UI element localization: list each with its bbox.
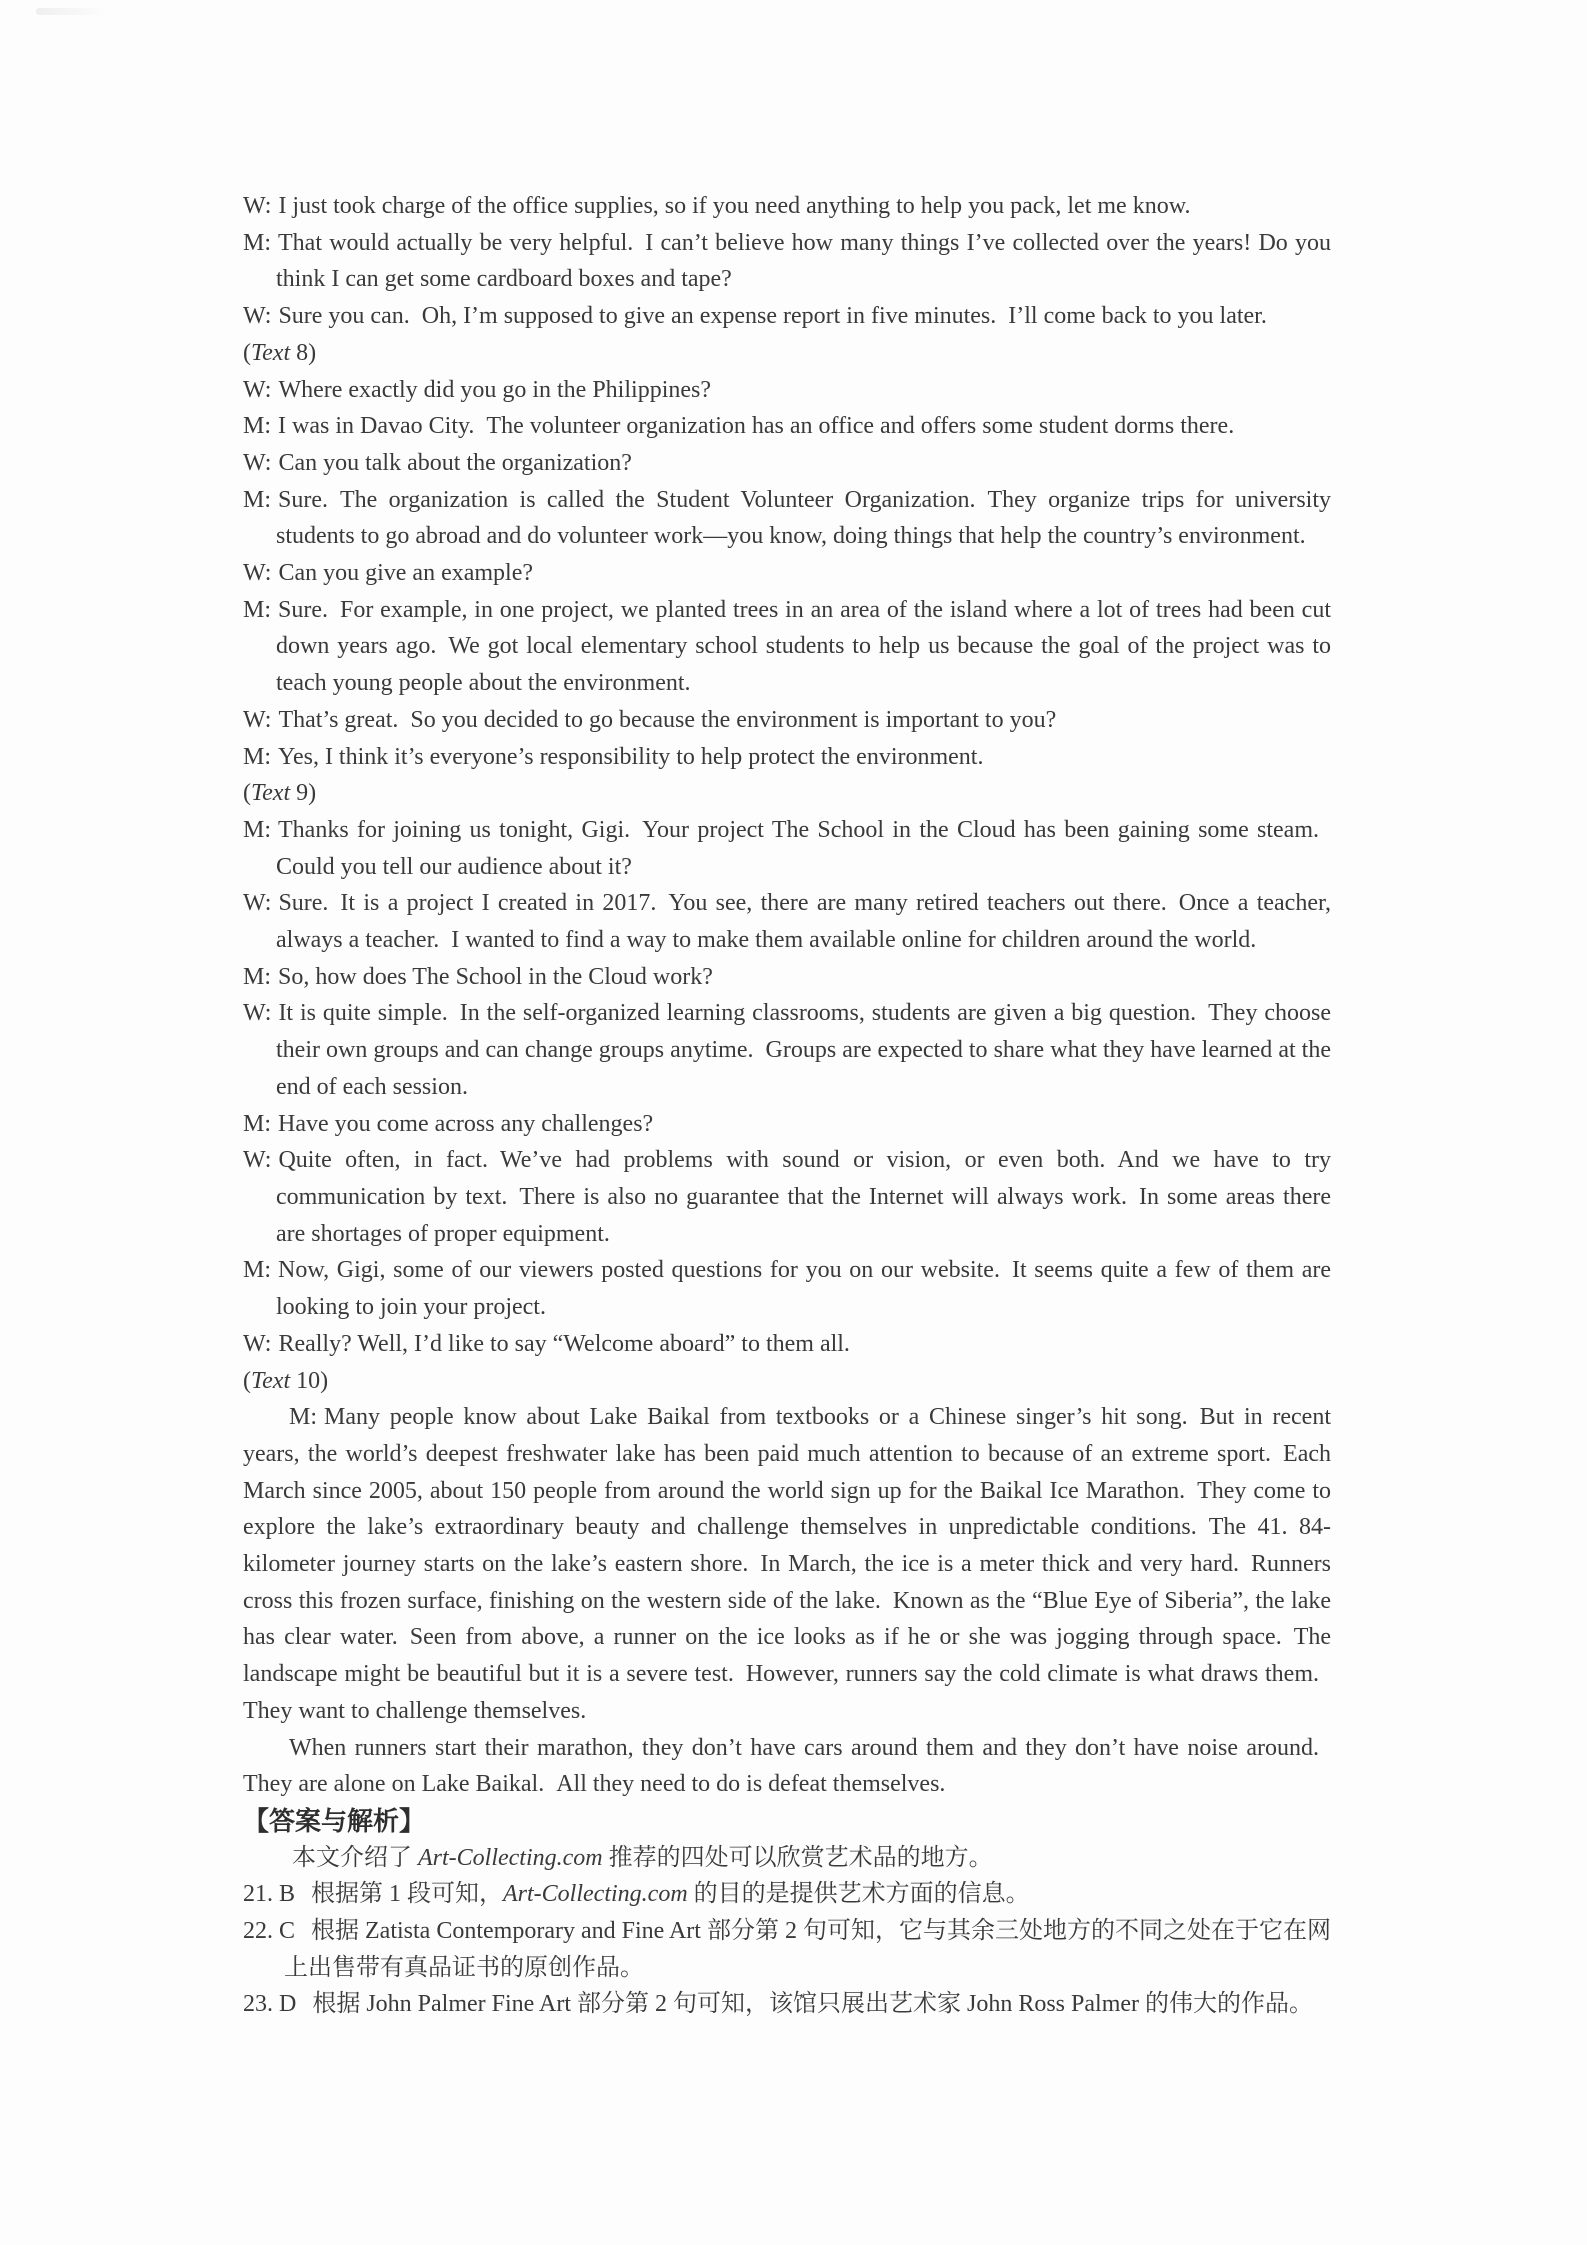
turn-text: Sure. For example, in one project, we planted trees in an area of the island where a lot of trees had been cut down years ago. We got local elementary school students to help us because the goal of the project was to teach young people about the environment. — [276, 596, 1331, 697]
text-section-label-9 — [243, 775, 1331, 812]
dialogue-turn — [243, 225, 1331, 298]
speaker-label: W: — [243, 1330, 272, 1357]
answer-number: 23. D — [243, 1991, 297, 2018]
dialogue-turn — [243, 812, 1331, 885]
dialogue-turn — [243, 702, 1331, 739]
scan-artifact — [36, 8, 108, 15]
text-number: 8) — [290, 339, 317, 366]
dialogue-turn — [243, 959, 1331, 996]
turn-text: Can you talk about the organization? — [278, 449, 632, 476]
turn-text: Sure. It is a project I created in 2017. You see, there are many retired teachers out there. Once a teacher, always a teacher. I wanted to find a way to make them available online for children around the world. — [276, 890, 1331, 954]
speaker-label: W: — [243, 449, 272, 476]
answers-intro — [243, 1840, 1331, 1877]
paren-open: ( — [243, 339, 251, 366]
speaker-label: M: — [243, 596, 272, 623]
speaker-label: M: — [243, 413, 272, 440]
dialogue-turn — [243, 445, 1331, 482]
speaker-label: W: — [243, 1147, 272, 1174]
dialogue-turn — [243, 1326, 1331, 1363]
dialogue-turn — [243, 1252, 1331, 1325]
speaker-label: M: — [243, 743, 272, 770]
text-number: 10) — [290, 1367, 329, 1394]
speaker-label: W: — [243, 376, 272, 403]
turn-text: Sure. The organization is called the Student Volunteer Organization. They organize trips for university students to go abroad and do volunteer work—you know, doing things that help the country’s environment. — [276, 486, 1331, 550]
turn-text: Thanks for joining us tonight, Gigi. Your project The School in the Cloud has been gaining some steam. Could you tell our audience about it? — [276, 816, 1331, 880]
answer-text: 根据 Zatista Contemporary and Fine Art 部分第 2 句可知，它与其余三处地方的不同之处在于它在网上出售带有真品证书的原创作品。 — [284, 1918, 1331, 1981]
turn-text: Really? Well, I’d like to say “Welcome aboard” to them all. — [278, 1330, 850, 1357]
turn-text: That would actually be very helpful. I can’t believe how many things I’ve collected over the years! Do you think I can get some cardboard boxes and tape? — [276, 229, 1331, 293]
answer-site-name: Art-Collecting.com — [503, 1881, 688, 1908]
speaker-label: M: — [243, 963, 272, 990]
dialogue-turn — [243, 298, 1331, 335]
answer-text: 根据第 1 段可知， — [311, 1881, 504, 1908]
text-word: Text — [251, 1367, 291, 1394]
turn-text: Now, Gigi, some of our viewers posted questions for you on our website. It seems quite a few of them are looking to join your project. — [276, 1257, 1331, 1321]
speaker-label: W: — [243, 890, 272, 917]
paren-open: ( — [243, 1367, 251, 1394]
turn-text: I was in Davao City. The volunteer organization has an office and offers some student dorms there. — [278, 413, 1235, 440]
answer-number: 21. B — [243, 1881, 296, 1908]
dialogue-turn — [243, 885, 1331, 958]
turn-text: I just took charge of the office supplies, so if you need anything to help you pack, let me know. — [278, 193, 1191, 219]
transcript-and-answers — [243, 188, 1331, 2023]
speaker-label: M: — [243, 229, 272, 256]
speaker-label: M: — [243, 816, 272, 843]
text-word: Text — [251, 339, 291, 366]
dialogue-turn — [243, 555, 1331, 592]
turn-text: Sure you can. Oh, I’m supposed to give an expense report in five minutes. I’ll come back to you later. — [278, 303, 1267, 330]
text-number: 9) — [290, 780, 317, 807]
turn-text: Where exactly did you go in the Philippines? — [278, 376, 711, 403]
turn-text: Yes, I think it’s everyone’s responsibility to help protect the environment. — [278, 743, 984, 770]
dialogue-turn — [243, 1142, 1331, 1252]
turn-text: So, how does The School in the Cloud work? — [278, 963, 713, 990]
text-word: Text — [251, 780, 291, 807]
speaker-label: W: — [243, 706, 272, 733]
speaker-label: W: — [243, 560, 272, 587]
dialogue-turn — [243, 592, 1331, 702]
speaker-label: M: — [243, 486, 272, 513]
dialogue-turn — [243, 995, 1331, 1105]
dialogue-turn — [243, 739, 1331, 776]
dialogue-turn — [243, 482, 1331, 555]
speaker-label: W: — [243, 193, 272, 219]
dialogue-turn — [243, 188, 1331, 225]
turn-text: That’s great. So you decided to go because the environment is important to you? — [278, 706, 1057, 733]
dialogue-turn — [243, 408, 1331, 445]
speaker-label: M: — [243, 1257, 272, 1284]
turn-text: It is quite simple. In the self-organized learning classrooms, students are given a big question. They choose their own groups and can change groups anytime. Groups are expected to share what they have learned at the end of each session. — [276, 1000, 1331, 1100]
monologue-paragraph — [243, 1399, 1331, 1729]
answer-text: 根据 John Palmer Fine Art 部分第 2 句可知，该馆只展出艺术家 John Ross Palmer 的伟大的作品。 — [312, 1991, 1314, 2018]
answers-heading: 【答案与解析】 — [243, 1805, 426, 1836]
answer-item-22 — [243, 1913, 1331, 1986]
paragraph-text: When runners start their marathon, they don’t have cars around them and they don’t have noise around. They are alone on Lake Baikal. All they need to do is defeat themselves. — [243, 1734, 1331, 1798]
speaker-label: W: — [243, 1000, 272, 1027]
answer-item-23 — [243, 1986, 1331, 2023]
monologue-paragraph — [243, 1730, 1331, 1803]
turn-text: Quite often, in fact. We’ve had problems with sound or vision, or even both. And we have to try communication by text. There is also no guarantee that the Internet will always work. In some areas there are shortages of proper equipment. — [276, 1147, 1331, 1247]
paragraph-text: Many people know about Lake Baikal from textbooks or a Chinese singer’s hit song. But in recent years, the world’s deepest freshwater lake has been paid much attention to because of an extreme sport. Each March since 2005, about 150 people from around the world sign up for the Baikal Ice Marathon. They come to explore the lake’s extraordinary beauty and challenge themselves in unpredictable conditions. The 41. 84-kilometer journey starts on the lake’s eastern shore. In March, the ice is a meter thick and very hard. Runners cross this frozen surface, finishing on the western side of the lake. Known as the “Blue Eye of Siberia”, the lake has clear water. Seen from above, a runner on the ice looks as if he or she was jogging through space. The landscape might be beautiful but it is a severe test. However, runners say the cold climate is what draws them. They want to challenge themselves. — [243, 1404, 1331, 1724]
turn-text: Have you come across any challenges? — [278, 1110, 654, 1137]
intro-post: 推荐的四处可以欣赏艺术品的地方。 — [602, 1844, 993, 1871]
speaker-label: W: — [243, 303, 272, 330]
text-section-label-8 — [243, 335, 1331, 372]
speaker-label: M: — [243, 1110, 272, 1137]
intro-pre: 本文介绍了 — [292, 1844, 418, 1871]
turn-text: Can you give an example? — [278, 560, 534, 587]
dialogue-turn — [243, 1106, 1331, 1143]
dialogue-turn — [243, 372, 1331, 409]
paren-open: ( — [243, 780, 251, 807]
answer-item-21 — [243, 1876, 1331, 1913]
text-section-label-10 — [243, 1363, 1331, 1400]
answer-number: 22. C — [243, 1918, 296, 1945]
intro-site-name: Art-Collecting.com — [418, 1844, 603, 1871]
speaker-label: M: — [289, 1404, 318, 1431]
answer-text: 的目的是提供艺术方面的信息。 — [687, 1881, 1030, 1908]
